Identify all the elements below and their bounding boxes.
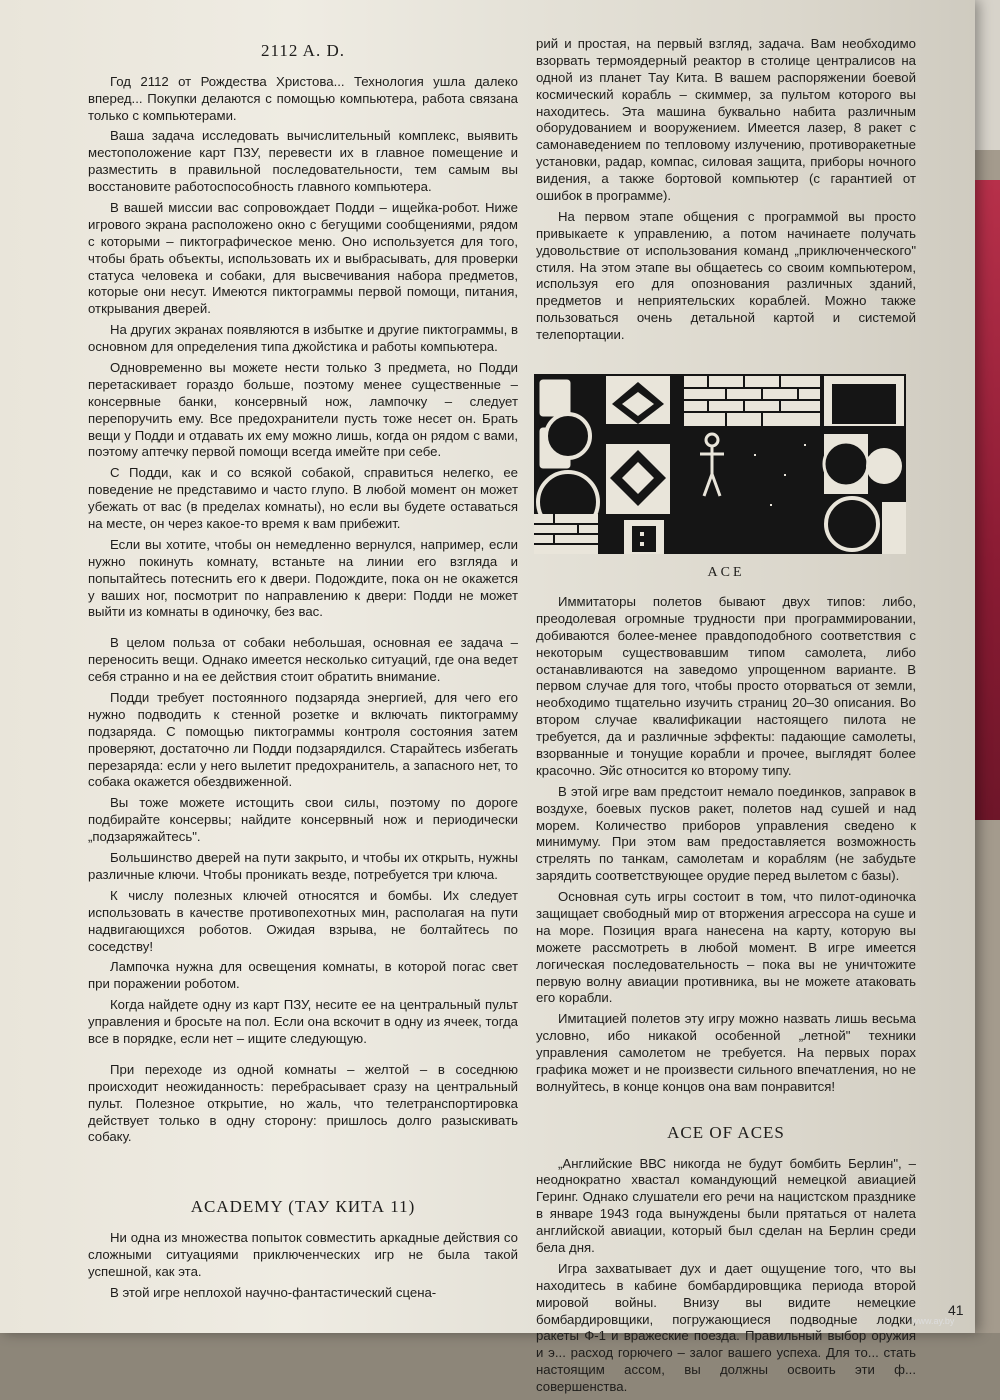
article-title-ace-of-aces: ACE OF ACES [667,1122,785,1142]
paragraph: Когда найдете одну из карт ПЗУ, несите ее на центральный пульт управления и бросьте на пол. Если она вскочит в одну из ячеек, тогда все в порядке, если нет – ищите следующую. [88,997,518,1046]
article-title-2112: 2112 A. D. [261,41,345,60]
paragraph: Если вы хотите, чтобы он немедленно вернулся, например, если нужно покинуть комнату, встаньте на линии его взгляда и попытайтесь потеснить его к двери. Подождите, пока он не окажется у ваших ног, посмотрит по направлению к двери: Подди не может выйти из комнаты в одиночку, без вас. [88,536,518,620]
paragraph: Имитацией полетов эту игру можно назвать лишь весьма условно, ибо никакой особенной „летной" техники управления самолетом не требуется. На первых порах графика может и не произвести сильного впечатления, но не волнуйтесь, в конце концов она вам понравится! [536,1011,916,1094]
paragraph: В вашей миссии вас сопровождает Подди – ищейка-робот. Ниже игрового экрана расположено окно с бегущими сообщениями, рядом с которыми – пиктографическое меню. Оно используется для того, чтобы брать объекты, использовать их и выбрасывать, для проверки статуса человека и собаки, для высвечивания набора предметов, которые они несут. Имеются пиктограммы первой помощи, питания, открывания дверей. [88,199,518,317]
left-column [88,40,518,1306]
paragraph: Ваша задача исследовать вычислительный комплекс, выявить местоположение карт ПЗУ, перевести их в главное помещение и разместить в правильной последовательности, тем самым вы восстановите работоспособность главного компьютера. [88,128,518,195]
paragraph: Игра захватывает дух и дает ощущение того, что вы находитесь в кабине бомбардировщика периода второй мировой войны. Внизу вы видите немецкие бомбардировщики, погружающиеся подводные лодки, ракеты Ф-1 и вражеские поезда. Правильный выбор оружия и э... расход горючего – залог вашего успеха. Для то... стать настоящим ассом, вы должны освоить эти ф... совершенства. [536,1260,916,1395]
paragraph: „Английские ВВС никогда не будут бомбить Берлин", – неоднократно хвастал командующий немецкой авиацией Геринг. Однако слушатели его речи на нацистском празднике в январе 1943 года вынуждены были прятаться от налета английской авиации, который был сделан на Берлин среди бела дня. [536,1155,916,1255]
paragraph: На других экранах появляются в избытке и другие пиктограммы, в основном для определения типа джойстика и работы компьютера. [88,322,518,355]
paragraph: Ни одна из множества попыток совместить аркадные действия со сложными ситуациями приключенческих игр не была такой успешной, как эта. [88,1230,518,1279]
paragraph: Лампочка нужна для освещения комнаты, в которой погас свет при поражении роботом. [88,959,518,992]
paragraph: На первом этапе общения с программой вы просто привыкаете к управлению, а потом начинаете получать удовольствие от использования команд „приключенческого" стиля. На этом этапе вы общаетесь со своим компьютером, используя его для опознования различных зданий, предметов и неприятельских кораблей. Можно также пользоваться очень детальной картой и системой телепортации. [536,208,916,343]
paragraph: Большинство дверей на пути закрыто, и чтобы их открыть, нужны различные ключи. Чтобы проникать везде, потребуется три ключа. [88,850,518,882]
paragraph: В этой игре неплохой научно-фантастический сцена- [110,1284,437,1300]
page-number: 41 [948,1302,964,1318]
paragraph: Основная суть игры состоит в том, что пилот-одиночка защищает свободный мир от вторжения агрессора на суше и на море. Позиция врага нанесена на карту, которую вы можете рассмотреть в любой момент. В игре имеется логическая последовательность – пока вы не уничтожите первую волну авиации противника, вы не можете атаковать его корабли. [536,889,916,1006]
paragraph: Иммитаторы полетов бывают двух типов: либо, преодолевая огромные трудности при программировании, добиваются более-менее правдоподобного соответствия с некоторым существовавшим типом самолета, либо останавливаются на заведомо упрощенном варианте. В первом случае для того, чтобы просто оторваться от земли, необходимо тщательно изучить страниц 20–30 описания. Во втором случае квалификации настоящего пилота не требуется, да и различные эффекты: падающие самолеты, взорванные и тонущие корабли и прочее, выглядят более красочно. Эйс относится ко второму типу. [536,593,916,778]
paragraph: При переходе из одной комнаты – желтой – в соседнюю происходит неожиданность: перебрасывает сразу на центральный пульт. Полезное открытие, но жаль, что телетранспортировка действует только в одну сторону: пришлось долго разыскивать собаку. [88,1061,518,1145]
paragraph: К числу полезных ключей относятся и бомбы. Их следует использовать в качестве противопехотных мин, располагая на пути надвигающихся роботов. Ожидая взрыва, не болтайтесь по соседству! [88,887,518,954]
right-column [536,36,916,1400]
paragraph: В этой игре вам предстоит немало поединков, заправок в воздухе, боевых пусков ракет, полетов над сушей и над морем. Количество приборов управления сведено к минимуму. При этом вам предоставляется возможность стрелять по танкам, самолетам и кораблям (не забудьте зарядить соответствующее орудие перед вылетом с базы). [536,783,916,884]
paragraph: Год 2112 от Рождества Христова... Технология ушла далеко вперед... Покупки делаются с помощью компьютера, работа связана только с компьютерами. [88,73,518,123]
paragraph: С Подди, как и со всякой собакой, справиться нелегко, ее поведение не представимо и часто глупо. В любой момент он может убежать от вас (в пределах комнаты), но если вы будете оставаться на месте, он через какое-то время к вам прибежит. [88,465,518,532]
figure-caption-ace: ACE [707,565,745,581]
watermark: www.ay.by [912,1316,955,1326]
paragraph: В целом польза от собаки небольшая, основная ее задача – переносить вещи. Однако имеется несколько ситуаций, где она ведет себя странно и на ее действия стоит обратить внимание. [88,635,518,685]
paragraph: Подди требует постоянного подзаряда энергией, для чего его нужно подводить к стенной розетке и включать пиктограмму подзаряда. С помощью пиктограммы контроля состояния затем проверяют, достаточно ли Подди подзарядился. Старайтесь избегать перезаряда: если у него вылетит предохранитель, а запасного нет, то собака окажется обездвиженной. [88,690,518,790]
paragraph: Одновременно вы можете нести только 3 предмета, но Подди перетаскивает гораздо больше, поэтому менее существенные – консервные банки, консервный нож, лампочку – следует перепоручить ему. Все предохранители пусть тоже несет он. Брать вещи у Подди и отдавать их ему можно лишь, когда он рядом с вами, поэтому аптечку первой помощи всегда имейте при себе. [88,360,518,460]
paragraph: Вы тоже можете истощить свои силы, поэтому по дороге подбирайте консервы; найдите консервный нож и периодически „подзаряжайтесь". [88,795,518,845]
ace-game-screenshot [534,374,906,554]
article-title-academy: ACADEMY (ТАУ КИТА 11) [190,1197,416,1217]
paragraph: рий и простая, на первый взгляд, задача. Вам необходимо взорвать термоядерный реактор в столице централисов на одной из планет Тау Кита. В вашем распоряжении боевой космический корабль – скиммер, за пультом которого вы находитесь. Эта машина буквально набита различным оборудованием и вооружением. Имеется лазер, 8 ракет с самонаведением по тепловому излучению, противоракетные установки, радар, компас, силовая защита, приборы ночного видения, а также бортовой компьютер (с гарантией от ошибок в программе). [536,36,916,204]
